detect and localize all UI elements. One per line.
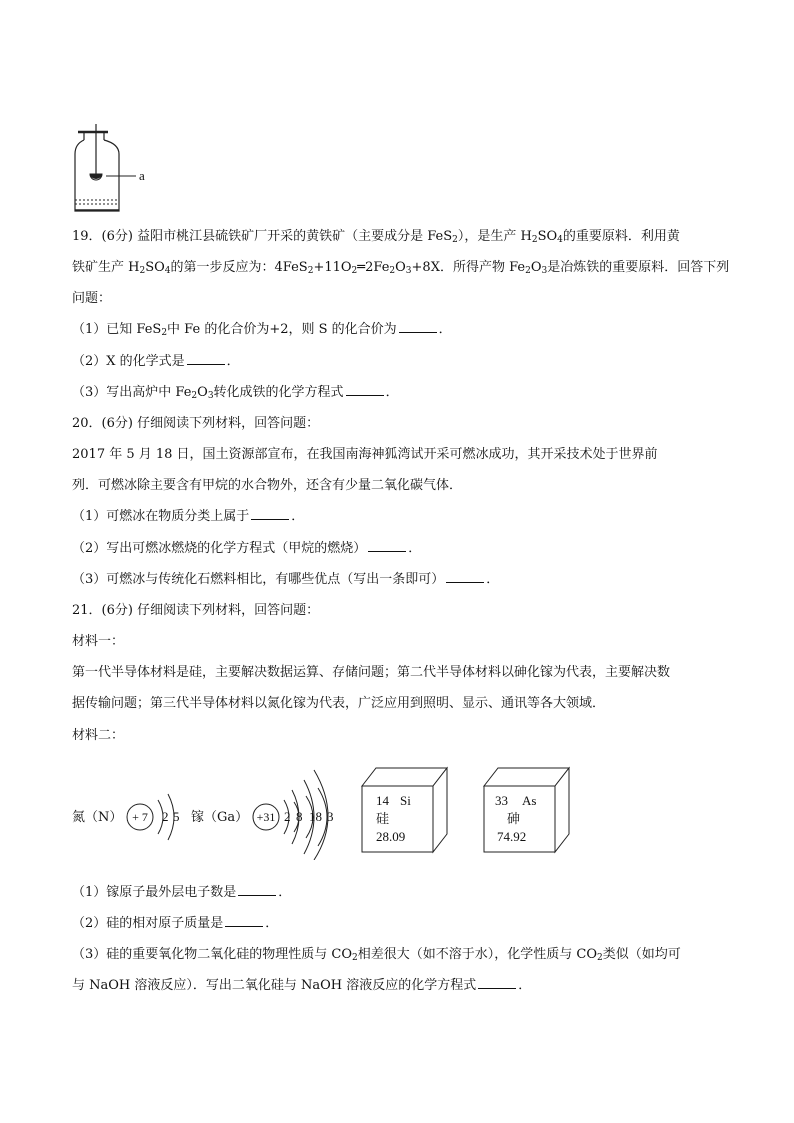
si-atomic-mass: 28.09 (376, 829, 406, 844)
answer-blank[interactable] (478, 977, 516, 989)
gallium-shell-3-electrons: 18 (309, 809, 322, 824)
q20-part-3: （3）可燃冰与传统化石燃料相比，有哪些优点（写出一条即可） ． (72, 572, 500, 587)
q20-part-1: （1）可燃冰在物质分类上属于 ． (72, 509, 305, 524)
element-tile-as (484, 768, 569, 852)
q21-part-3-line-1: （3）硅的重要氧化物二氧化硅的物理性质与 $CO_2$相差很大（如不溶于水），化学性质与 $CO_2$类似（如均可 (72, 947, 681, 963)
answer-blank[interactable] (225, 915, 263, 927)
as-name: 砷 (507, 812, 521, 827)
answer-blank[interactable] (238, 884, 276, 896)
q20-title: 20．(6分) 仔细阅读下列材料，回答问题： (72, 416, 320, 431)
gallium-nucleus-charge: +31 (256, 810, 276, 824)
nitrogen-nucleus-charge: + 7 (132, 810, 148, 824)
q19-line-3: 问题： (72, 291, 112, 306)
answer-blank[interactable] (368, 540, 406, 552)
element-tile-si (362, 768, 447, 852)
q19-line-1: 19．(6分) 益阳市桃江县硫铁矿厂开采的黄铁矿（主要成分是 FeS$_2$），是生产 $H_2SO_4$的重要原料．利用黄 (72, 229, 680, 245)
answer-blank[interactable] (399, 321, 437, 333)
q21-part-1: （1）镓原子最外层电子数是 ． (72, 885, 292, 900)
answer-blank[interactable] (187, 353, 225, 365)
as-tile-top (484, 768, 569, 786)
si-symbol: Si (400, 793, 411, 808)
nitrogen-shell-1-electrons: 2 (162, 809, 169, 824)
gas-bottle-apparatus (70, 124, 170, 216)
nitrogen-shell-2-electrons: 5 (173, 809, 180, 824)
answer-blank[interactable] (446, 571, 484, 583)
q19-part-1: （1）已知 FeS$_2$中 Fe 的化合价为+2，则 S 的化合价为 ． (72, 322, 452, 338)
nitrogen-label: 氮（N） (72, 810, 123, 825)
gallium-label: 镓（Ga） (191, 810, 249, 825)
q21-material-1-label: 材料一： (72, 634, 125, 649)
q19-part-3: （3）写出高炉中 $Fe_2O_3$转化成铁的化学方程式 ． (72, 385, 399, 401)
si-name: 硅 (376, 812, 390, 827)
apparatus-label: a (139, 168, 145, 183)
gallium-shell-1-electrons: 2 (284, 809, 291, 824)
q21-material-1-line-1: 第一代半导体材料是硅，主要解决数据运算、存储问题；第二代半导体材料以砷化镓为代表，主要解决数 (72, 665, 671, 680)
q19-part-2: （2）X 的化学式是 ． (72, 354, 240, 369)
q21-material-1-line-2: 据传输问题；第三代半导体材料以氮化镓为代表，广泛应用到照明、显示、通讯等各大领域． (72, 696, 606, 711)
q21-material-2-label: 材料二： (72, 728, 125, 743)
answer-blank[interactable] (251, 508, 289, 520)
nitrogen-atom-diagram (72, 794, 180, 840)
as-atomic-mass: 74.92 (497, 829, 527, 844)
si-tile-top (362, 768, 447, 786)
q20-material-line-1: 2017 年 5 月 18 日，国土资源部宣布，在我国南海神狐湾试开采可燃冰成功，其开采技术处于世界前 (72, 447, 658, 462)
q21-part-2: （2）硅的相对原子质量是 ． (72, 916, 279, 931)
gallium-shell-2-electrons: 8 (296, 809, 303, 824)
gallium-shell-4-electrons: 3 (327, 809, 334, 824)
q20-material-line-2: 列．可燃冰除主要含有甲烷的水合物外，还含有少量二氧化碳气体． (72, 478, 463, 493)
gallium-atom-diagram (191, 770, 334, 860)
q20-part-2: （2）写出可燃冰燃烧的化学方程式（甲烷的燃烧） ． (72, 541, 422, 556)
as-symbol: As (522, 793, 537, 808)
si-atomic-number: 14 (376, 793, 389, 808)
material-2-figure (70, 760, 630, 860)
q19-line-2: 铁矿生产 $H_2SO_4$的第一步反应为：$4FeS_2+11O_2═2Fe_2O_3+8X$．所得产物 $Fe_2O_3$是冶炼铁的重要原料．回答下列 (72, 260, 730, 276)
as-atomic-number: 33 (495, 793, 508, 808)
q21-part-3-line-2: 与 NaOH 溶液反应）．写出二氧化硅与 NaOH 溶液反应的化学方程式 ． (72, 978, 532, 993)
answer-blank[interactable] (346, 384, 384, 396)
q21-title: 21．(6分) 仔细阅读下列材料，回答问题： (72, 603, 320, 618)
